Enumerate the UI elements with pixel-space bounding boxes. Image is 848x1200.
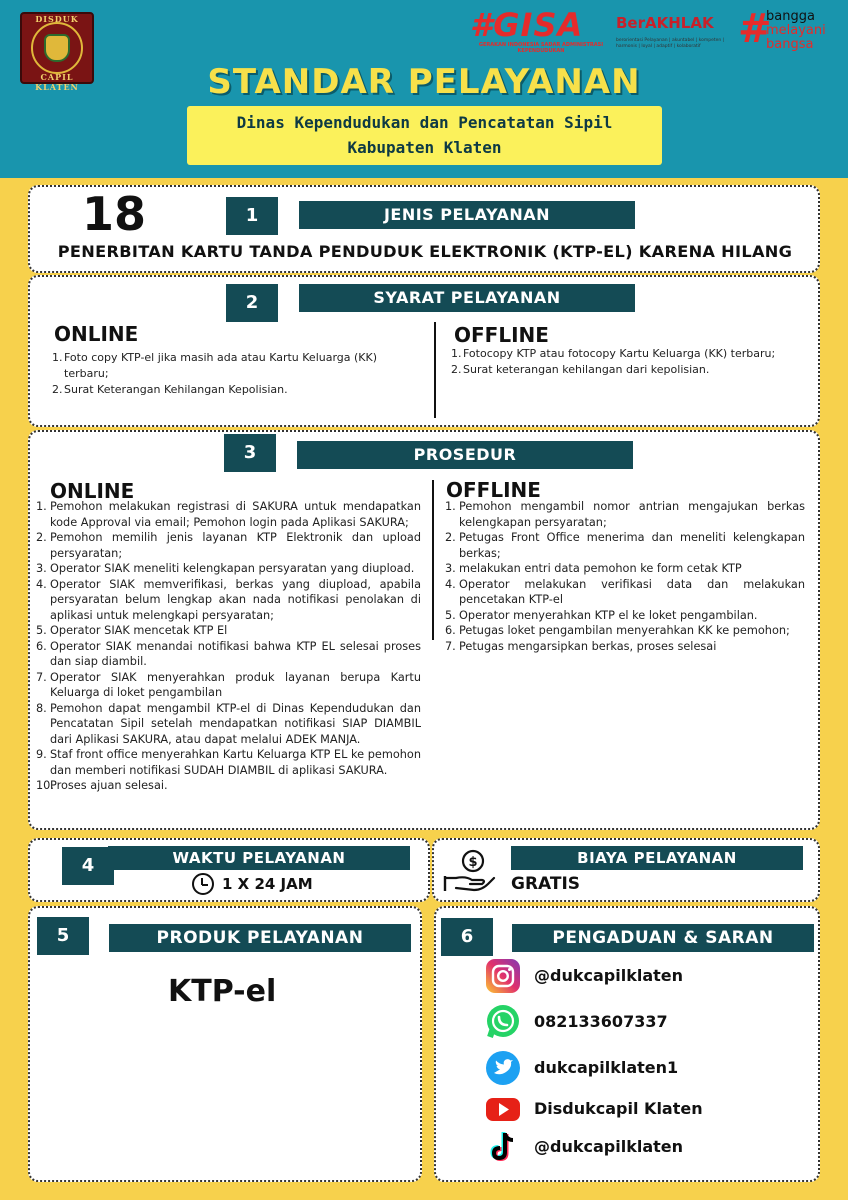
berakhlak-tagline: berorientasi Pelayanan | akuntabel | kompeten | harmonis | loyal | adaptif | kolaboratif	[616, 38, 725, 49]
contact-label: 082133607337	[534, 1012, 668, 1031]
list-item: 7. Operator SIAK menyerahkan produk layanan berupa Kartu Keluarga di loket pengambilan	[36, 670, 421, 699]
hash-icon: #	[738, 6, 772, 52]
header-banner	[0, 0, 848, 178]
list-item: 1. Foto copy KTP-el jika masih ada atau Kartu Keluarga (KK) terbaru;	[52, 351, 378, 380]
produk-pelayanan-value: KTP-el	[168, 974, 277, 1009]
contact-label: @dukcapilklaten	[534, 1137, 683, 1156]
biaya-pelayanan-value: GRATIS	[511, 874, 581, 894]
service-number: 18	[82, 187, 147, 241]
youtube-icon	[484, 1090, 522, 1128]
prosedur-online-list	[36, 499, 421, 794]
page-title: STANDAR PELAYANAN	[207, 62, 641, 102]
bangga-word: bangga	[766, 9, 815, 24]
list-item: 2. Pemohon memilih jenis layanan KTP Elektronik dan upload persyaratan;	[36, 531, 421, 560]
syarat-offline-label: OFFLINE	[454, 323, 549, 347]
section-heading-waktu-pelayanan: WAKTU PELAYANAN	[108, 846, 410, 870]
logo-bottom-text: CAPIL KLATEN	[35, 72, 79, 92]
contact-label: Disdukcapil Klaten	[534, 1099, 703, 1118]
list-item: 3. Operator SIAK meneliti kelengkapan persyaratan yang diupload.	[36, 562, 415, 575]
section-number-2: 2	[226, 284, 278, 322]
column-divider	[432, 480, 434, 640]
list-item: 10. Proses ajuan selesai.	[36, 779, 168, 792]
tiktok-icon	[484, 1128, 522, 1166]
section-heading-pengaduan-saran: PENGADUAN & SARAN	[512, 924, 814, 952]
section-heading-syarat-pelayanan: SYARAT PELAYANAN	[299, 284, 635, 312]
list-item: 7. Petugas mengarsipkan berkas, proses selesai	[445, 639, 717, 653]
list-item: 3. melakukan entri data pemohon ke form cetak KTP	[445, 562, 742, 575]
subtitle-line-2: Kabupaten Klaten	[347, 138, 502, 157]
gisa-tagline: GERAKAN INDONESIA SADAR ADMINISTRASI KEPENDUDUKAN	[478, 42, 604, 54]
whatsapp-icon	[484, 1003, 522, 1041]
section-number-6: 6	[441, 918, 493, 956]
list-item: 1. Fotocopy KTP atau fotocopy Kartu Keluarga (KK) terbaru;	[451, 347, 776, 360]
section-heading-jenis-pelayanan: JENIS PELAYANAN	[299, 201, 635, 229]
subtitle-line-1: Dinas Kependudukan dan Pencatatan Sipil	[236, 113, 613, 132]
twitter-icon	[484, 1049, 522, 1087]
list-item: 2. Petugas Front Office menerima dan meneliti kelengkapan berkas;	[445, 531, 805, 560]
list-item: 9. Staf front office menyerahkan Kartu Keluarga KTP EL ke pemohon dan memberi notifikasi SUDAH DIAMBIL di aplikasi SAKURA.	[36, 748, 421, 777]
list-item: 1. Pemohon mengambil nomor antrian mengajukan berkas kelengkapan persyaratan;	[445, 500, 805, 529]
instagram-icon	[484, 957, 522, 995]
berakhlak-wordmark: BerAKHLAK	[616, 14, 714, 32]
melayani-word: melayani	[766, 23, 826, 38]
section-number-1: 1	[226, 197, 278, 235]
list-item: 6. Operator SIAK menandai notifikasi bahwa KTP EL selesai proses dan siap diambil.	[36, 639, 421, 668]
list-item: 2. Surat Keterangan Kehilangan Kepolisian.	[52, 383, 288, 396]
section-number-5: 5	[37, 917, 89, 955]
gisa-logo	[470, 8, 612, 52]
clock-icon	[192, 873, 214, 895]
money-hand-icon	[442, 848, 496, 894]
syarat-online-list	[52, 350, 392, 398]
prosedur-offline-list	[445, 499, 805, 654]
syarat-offline-list	[451, 346, 791, 378]
prosedur-online-label: ONLINE	[50, 479, 135, 503]
prosedur-offline-label: OFFLINE	[446, 478, 541, 502]
column-divider	[434, 322, 436, 418]
list-item: 6. Petugas loket pengambilan menyerahkan KK ke pemohon;	[445, 624, 790, 637]
service-title: PENERBITAN KARTU TANDA PENDUDUK ELEKTRONIK (KTP-EL) KARENA HILANG	[57, 242, 793, 261]
waktu-pelayanan-value: 1 X 24 JAM	[222, 875, 313, 893]
syarat-online-label: ONLINE	[54, 322, 139, 346]
section-number-3: 3	[224, 434, 276, 472]
list-item: 5. Operator menyerahkan KTP el ke loket pengambilan.	[445, 608, 758, 622]
contact-label: dukcapilklaten1	[534, 1058, 679, 1077]
berakhlak-logo	[616, 8, 736, 50]
bangga-melayani-bangsa-logo	[738, 8, 842, 54]
svg-text:$: $	[468, 855, 478, 870]
contact-label: @dukcapilklaten	[534, 966, 683, 985]
klaten-emblem-icon	[44, 34, 70, 62]
list-item: 1. Pemohon melakukan registrasi di SAKURA untuk mendapatkan kode Approval via email; Pemohon login pada Aplikasi SAKURA;	[36, 500, 421, 529]
bangsa-word: bangsa	[766, 37, 814, 52]
list-item: 2. Surat keterangan kehilangan dari kepolisian.	[451, 363, 710, 376]
list-item: 8. Pemohon dapat mengambil KTP-el di Dinas Kependudukan dan Pencatatan Sipil setelah mendapatkan notifikasi SIAP DIAMBIL dari Aplikasi SAKURA, atau dapat melalui ADEK MANJA.	[36, 701, 421, 746]
section-heading-prosedur: PROSEDUR	[297, 441, 633, 469]
list-item: 4. Operator SIAK memverifikasi, berkas yang diupload, apabila persyaratan belum lengkap akan nada notifikasi penolakan di aplikasi untuk melengkapi persyaratan;	[36, 577, 421, 622]
section-heading-biaya-pelayanan: BIAYA PELAYANAN	[511, 846, 803, 870]
logo-top-text: DISDUK	[35, 14, 79, 24]
list-item: 4. Operator melakukan verifikasi data dan melakukan pencetakan KTP-el	[445, 577, 805, 606]
list-item: 5. Operator SIAK mencetak KTP El	[36, 624, 228, 637]
page-subtitle	[187, 106, 662, 165]
gisa-wordmark: #GISA	[470, 6, 584, 44]
section-number-4: 4	[62, 847, 114, 885]
section-heading-produk-pelayanan: PRODUK PELAYANAN	[109, 924, 411, 952]
